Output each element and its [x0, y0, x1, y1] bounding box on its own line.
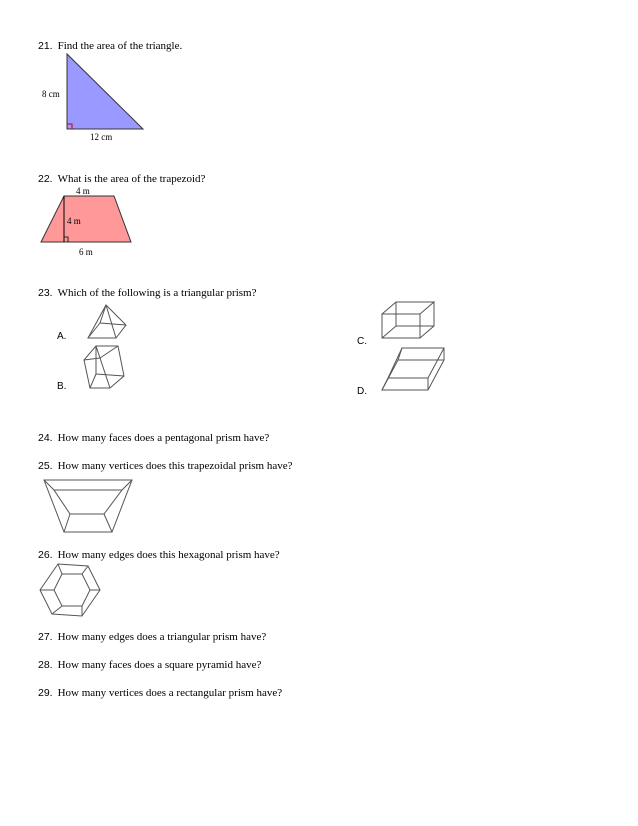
question-text: Find the area of the triangle.	[57, 40, 183, 52]
question-number: 28.	[38, 659, 53, 671]
question-number: 24.	[38, 432, 53, 444]
question-25	[38, 459, 293, 473]
question-29	[38, 686, 282, 700]
option-d-parallelepiped-figure	[380, 346, 446, 394]
triangle-base-label: 12 cm	[90, 132, 113, 142]
question-text: How many vertices does this trapezoidal prism have?	[57, 460, 293, 472]
question-text: How many edges does a triangular prism have?	[57, 631, 267, 643]
question-22	[38, 172, 205, 186]
question-27	[38, 630, 266, 644]
question-number: 29.	[38, 687, 53, 699]
option-d-label: D.	[357, 386, 367, 397]
option-b-label: B.	[57, 381, 67, 392]
trapezoid-top-label: 4 m	[76, 186, 90, 196]
trapezoid	[41, 196, 131, 242]
question-text: How many faces does a square pyramid have?	[57, 659, 262, 671]
right-triangle	[67, 54, 143, 129]
triangle-figure	[30, 50, 160, 150]
option-a-label: A.	[57, 331, 67, 342]
question-number: 25.	[38, 460, 53, 472]
question-text: How many edges does this hexagonal prism have?	[57, 549, 280, 561]
option-b-frustum-figure	[82, 344, 127, 390]
option-c-label: C.	[357, 336, 367, 347]
question-24	[38, 431, 269, 445]
question-text: Which of the following is a triangular prism?	[57, 287, 257, 299]
question-number: 22.	[38, 173, 53, 185]
trapezoid-height-label: 4 m	[67, 216, 81, 226]
question-23	[38, 286, 256, 300]
question-text: What is the area of the trapezoid?	[57, 173, 206, 185]
question-28	[38, 658, 261, 672]
triangle-height-label: 8 cm	[42, 89, 60, 99]
trapezoid-base-label: 6 m	[79, 247, 93, 257]
question-number: 23.	[38, 287, 53, 299]
question-number: 21.	[38, 40, 53, 52]
question-number: 27.	[38, 631, 53, 643]
question-number: 26.	[38, 549, 53, 561]
hexagonal-prism-figure	[38, 562, 102, 620]
question-text: How many vertices does a rectangular prism have?	[57, 687, 283, 699]
question-26	[38, 548, 280, 562]
trapezoid-figure	[30, 186, 140, 261]
trapezoidal-prism-figure	[40, 476, 136, 538]
option-c-box-figure	[380, 300, 436, 342]
question-text: How many faces does a pentagonal prism have?	[57, 432, 270, 444]
option-a-pyramid-figure	[86, 303, 131, 341]
